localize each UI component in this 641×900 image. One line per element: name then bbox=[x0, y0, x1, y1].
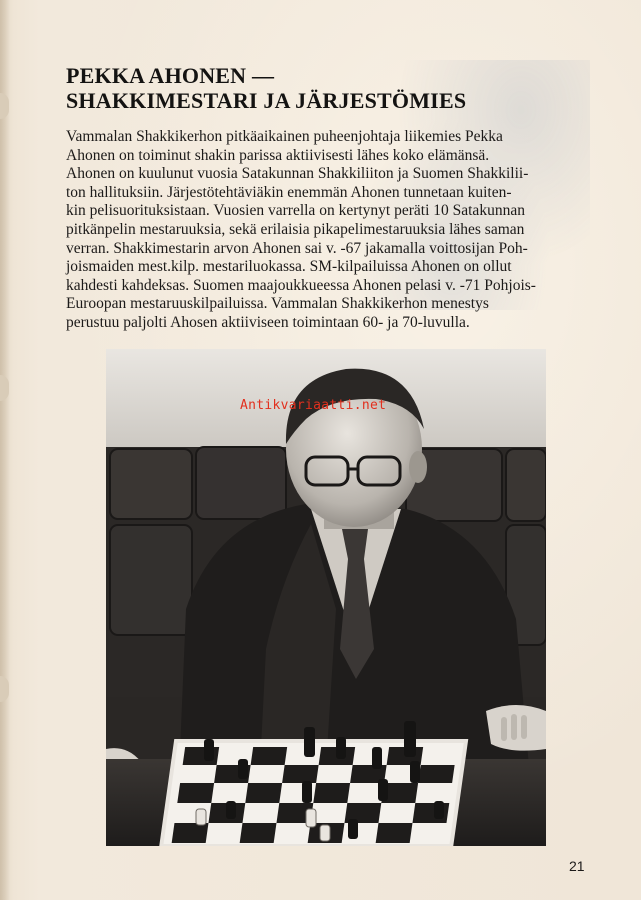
body-line: kahdesti kahdeksas. Suomen maajoukkueessa Ahonen pelasi v. -71 Pohjois- bbox=[66, 276, 536, 294]
watermark: Antikvariaatti.net bbox=[240, 398, 387, 413]
title-line: PEKKA AHONEN — bbox=[66, 63, 275, 88]
body-line: perustuu paljolti Ahosen aktiiviseen toimintaan 60- ja 70-luvulla. bbox=[66, 313, 470, 331]
body-line: Vammalan Shakkikerhon pitkäaikainen puheenjohtaja liikemies Pekka bbox=[66, 128, 503, 145]
body-line: Euroopan mestaruuskilpailuissa. Vammalan Shakkikerhon menestys bbox=[66, 295, 489, 313]
article-body bbox=[66, 128, 586, 333]
title-line: SHAKKIMESTARI JA JÄRJESTÖMIES bbox=[66, 88, 467, 113]
body-line: kin pelisuorituksistaan. Vuosien varrella on kertynyt peräti 10 Satakunnan bbox=[66, 202, 525, 220]
article-title bbox=[66, 63, 586, 113]
body-line: Ahonen on kuulunut vuosia Satakunnan Shakkiliiton ja Suomen Shakkilii- bbox=[66, 165, 529, 183]
body-line: ton hallituksiin. Järjestötehtäviäkin enemmän Ahonen tunnetaan kuiten- bbox=[66, 183, 512, 201]
photo-illustration bbox=[106, 349, 546, 846]
page-number: 21 bbox=[569, 858, 585, 874]
binding-edge bbox=[0, 0, 10, 900]
body-line: joismaiden mest.kilp. mestariluokassa. SM-kilpailuissa Ahonen on ollut bbox=[66, 258, 512, 276]
portrait-photo bbox=[106, 349, 546, 846]
body-line: verran. Shakkimestarin arvon Ahonen sai v. -67 jakamalla voittosijan Poh- bbox=[66, 239, 528, 257]
body-line: Ahonen on toiminut shakin parissa aktiivisesti lähes koko elämänsä. bbox=[66, 146, 490, 164]
body-line: pitkänpelin mestaruuksia, sekä erilaisia pikapelimestaruuksia lähes saman bbox=[66, 220, 525, 238]
